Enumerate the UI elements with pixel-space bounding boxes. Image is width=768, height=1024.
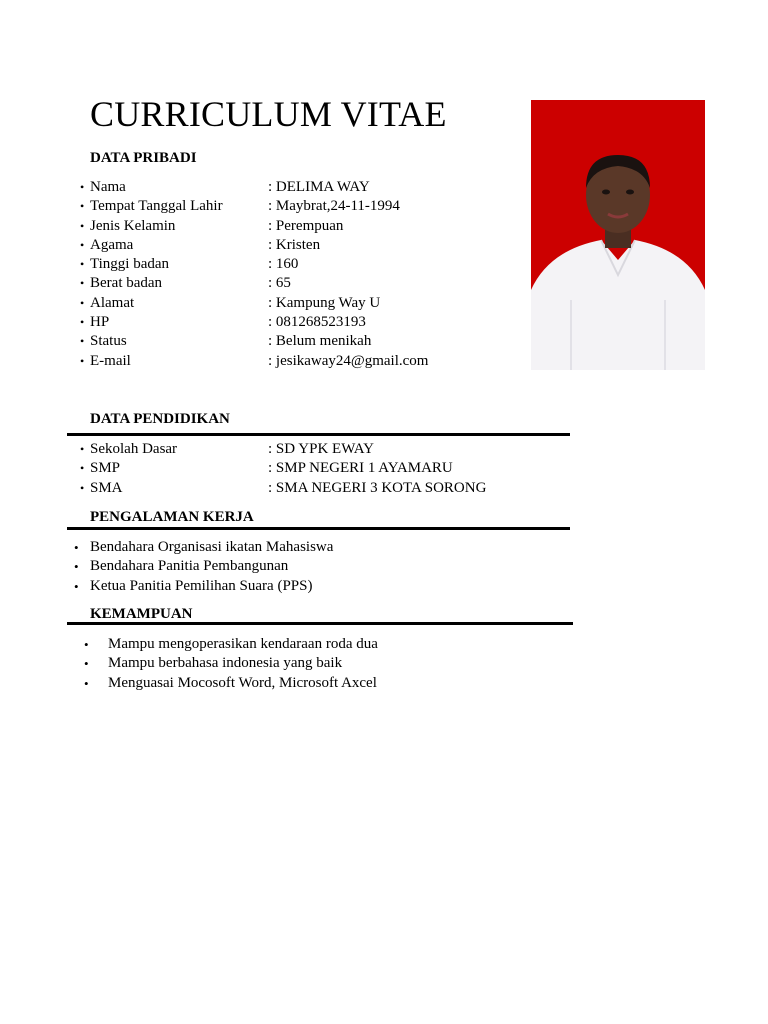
- bullet-icon: •: [74, 540, 79, 555]
- section-heading-kemampuan: KEMAMPUAN: [90, 606, 193, 622]
- field-label: Status: [90, 333, 127, 350]
- field-label: Alamat: [90, 294, 135, 311]
- field-value: : 65: [268, 275, 291, 292]
- field-label: Tinggi badan: [90, 256, 170, 273]
- section-divider: [67, 433, 570, 436]
- field-value: : DELIMA WAY: [268, 179, 370, 195]
- list-item-text: Ketua Panitia Pemilihan Suara (PPS): [90, 577, 313, 594]
- field-label: E-mail: [90, 352, 131, 369]
- section-heading-data-pendidikan: DATA PENDIDIKAN: [90, 411, 230, 427]
- bullet-icon: •: [80, 480, 85, 495]
- field-value: : Perempuan: [268, 217, 344, 234]
- bullet-icon: •: [74, 578, 79, 594]
- page-title: CURRICULUM VITAE: [90, 94, 447, 134]
- list-item-text: Bendahara Panitia Pembangunan: [90, 558, 289, 575]
- section-divider: [67, 622, 573, 625]
- profile-photo: [531, 100, 705, 370]
- field-label: Jenis Kelamin: [90, 217, 176, 234]
- field-value: : 160: [268, 256, 299, 273]
- field-label: Agama: [90, 236, 134, 253]
- bullet-icon: •: [80, 257, 85, 272]
- field-value: : SMA NEGERI 3 KOTA SORONG: [268, 479, 487, 496]
- field-value: : Maybrat,24-11-1994: [268, 198, 400, 215]
- field-value: : SD YPK EWAY: [268, 441, 374, 457]
- bullet-icon: •: [74, 559, 79, 575]
- field-value: : Belum menikah: [268, 333, 372, 350]
- list-item-text: Menguasai Mocosoft Word, Microsoft Axcel: [108, 674, 377, 691]
- bullet-icon: •: [80, 334, 85, 349]
- field-value: : SMP NEGERI 1 AYAMARU: [268, 460, 453, 477]
- bullet-icon: •: [80, 199, 85, 214]
- bullet-icon: •: [80, 218, 85, 233]
- bullet-icon: •: [84, 656, 89, 672]
- list-item-text: Mampu mengoperasikan kendaraan roda dua: [108, 636, 378, 652]
- bullet-icon: •: [80, 295, 85, 310]
- field-label: Tempat Tanggal Lahir: [90, 198, 223, 215]
- field-value: : 081268523193: [268, 314, 366, 331]
- list-item-text: Mampu berbahasa indonesia yang baik: [108, 655, 343, 672]
- field-value: : Kristen: [268, 236, 321, 253]
- bullet-icon: •: [80, 237, 85, 252]
- bullet-icon: •: [80, 276, 85, 291]
- bullet-icon: •: [84, 637, 89, 652]
- bullet-icon: •: [80, 315, 85, 330]
- section-divider: [67, 527, 570, 530]
- field-label: Berat badan: [90, 275, 163, 292]
- bullet-icon: •: [80, 180, 85, 194]
- list-item-text: Bendahara Organisasi ikatan Mahasiswa: [90, 539, 334, 555]
- section-heading-data-pribadi: DATA PRIBADI: [90, 150, 197, 166]
- bullet-icon: •: [80, 461, 85, 476]
- field-label: SMP: [90, 460, 121, 477]
- field-label: HP: [90, 314, 110, 331]
- section-heading-pengalaman-kerja: PENGALAMAN KERJA: [90, 509, 254, 525]
- field-value: : jesikaway24@gmail.com: [268, 352, 429, 369]
- field-label: SMA: [90, 479, 123, 496]
- field-value: : Kampung Way U: [268, 294, 381, 311]
- field-label: Nama: [90, 179, 126, 195]
- bullet-icon: •: [80, 353, 85, 368]
- bullet-icon: •: [84, 675, 89, 691]
- field-label: Sekolah Dasar: [90, 441, 178, 457]
- bullet-icon: •: [80, 442, 85, 456]
